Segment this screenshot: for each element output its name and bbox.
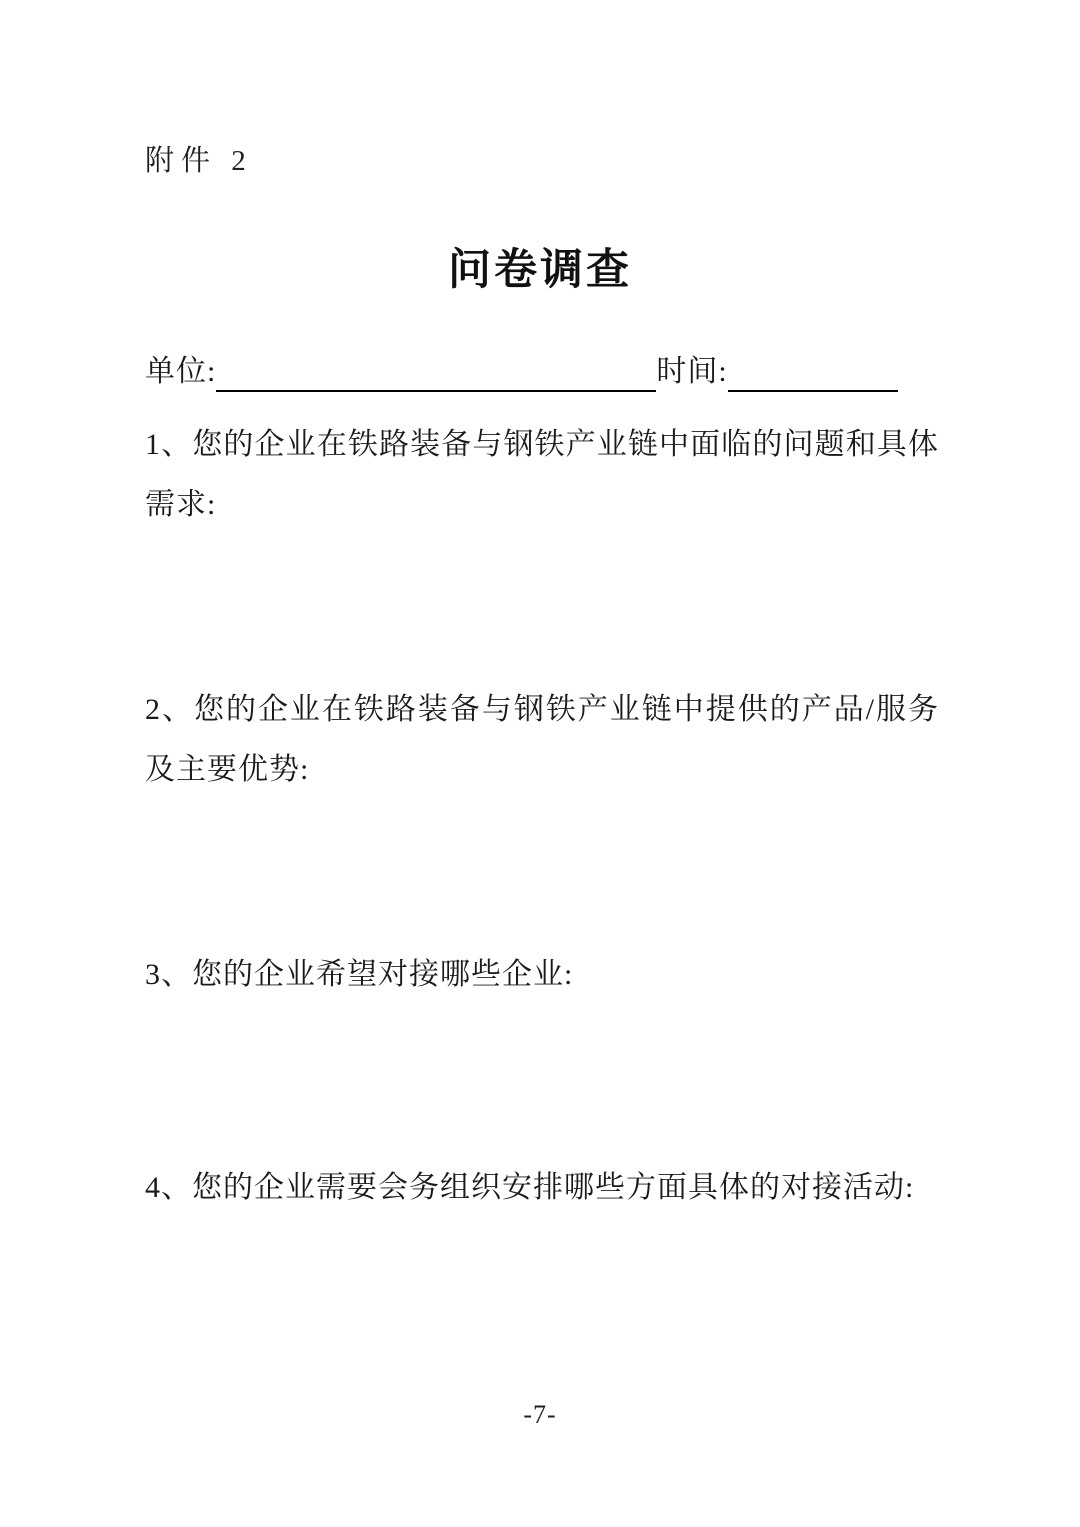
- attachment-label: 附件 2: [145, 145, 253, 177]
- question-3: 3、您的企业希望对接哪些企业:: [145, 958, 574, 991]
- header-form-line: [145, 350, 945, 392]
- unit-blank-field[interactable]: [216, 352, 656, 392]
- time-label: 时间:: [656, 355, 728, 388]
- question-2: 2、您的企业在铁路装备与钢铁产业链中提供的产品/服务及主要优势:: [145, 693, 939, 786]
- time-blank-field[interactable]: [728, 352, 898, 392]
- unit-label: 单位:: [145, 355, 217, 388]
- question-4: 4、您的企业需要会务组织安排哪些方面具体的对接活动:: [145, 1171, 915, 1204]
- answer-space-1[interactable]: [145, 545, 939, 670]
- question-1: 1、您的企业在铁路装备与钢铁产业链中面临的问题和具体需求:: [145, 428, 939, 521]
- answer-space-3[interactable]: [145, 1015, 939, 1145]
- answer-space-4[interactable]: [145, 1225, 939, 1385]
- answer-space-2[interactable]: [145, 810, 939, 935]
- page-number: -7-: [523, 1400, 557, 1429]
- page-title: 问卷调查: [448, 247, 632, 294]
